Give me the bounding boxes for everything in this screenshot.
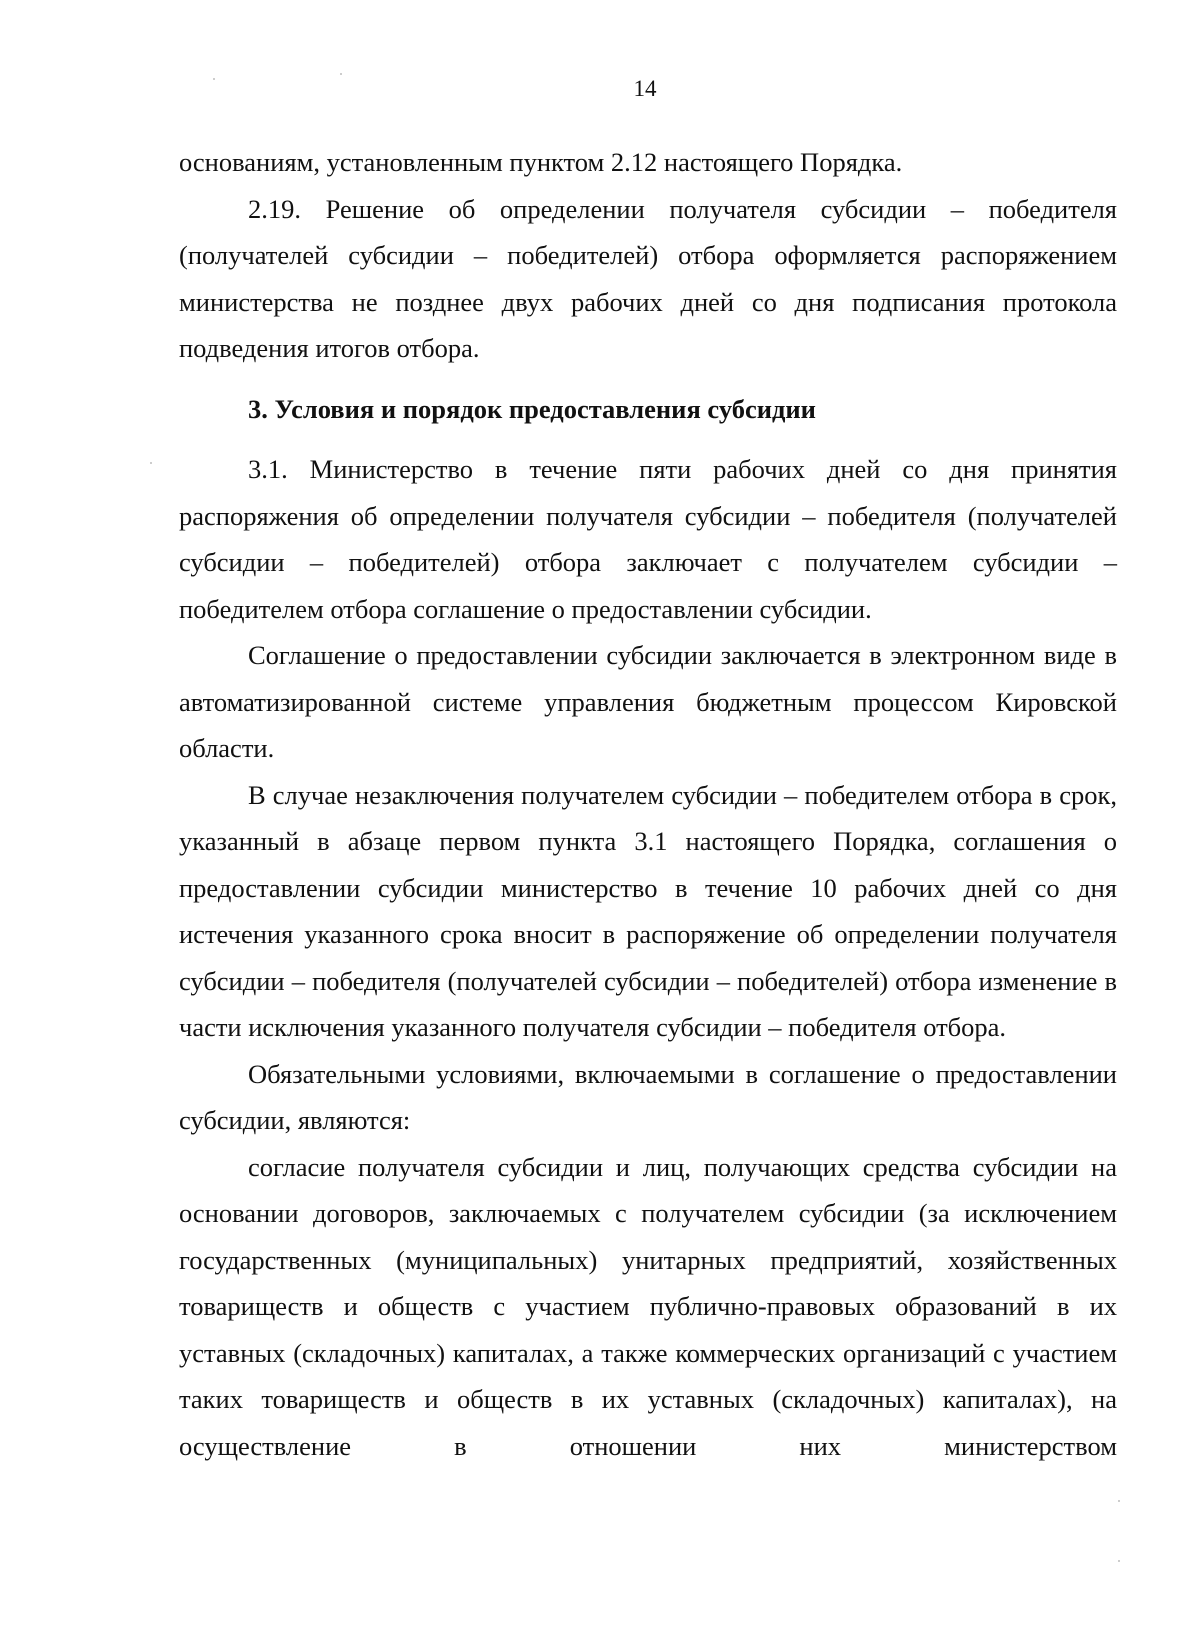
- scan-artifact: [340, 73, 342, 75]
- paragraph-non-conclusion: В случае незаключения получателем субсидии – победителем отбора в срок, указанный в абзаце первом пункта 3.1 настоящего Порядка, соглашения о предоставлении субсидии министерство в течение 10 рабочих дней со дня истечения указанного срока вносит в распоряжение об определении получателя субсидии – победителя (получателей субсидии – победителей) отбора изменение в части исключения указанного получателя субсидии – победителя отбора.: [179, 779, 1117, 1042]
- paragraph-continuation: основаниям, установленным пунктом 2.12 настоящего Порядка.: [179, 147, 903, 177]
- page-number: 14: [633, 76, 657, 101]
- scan-artifact: [1118, 1500, 1120, 1502]
- paragraph-2-19: 2.19. Решение об определении получателя субсидии – победителя (получателей субсидии – победителей) отбора оформляется распоряжением министерства не позднее двух рабочих дней со дня подписания протокола подведения итогов отбора.: [179, 193, 1117, 363]
- scan-artifact: [1118, 1560, 1120, 1562]
- scan-artifact: [150, 462, 152, 464]
- document-body: [179, 139, 1117, 1469]
- section-heading: 3. Условия и порядок предоставления субсидии: [248, 393, 816, 424]
- paragraph-consent: согласие получателя субсидии и лиц, получающих средства субсидии на основании договоров, заключаемых с получателем субсидии (за исключением государственных (муниципальных) унитарных предприятий, хозяйственных товариществ и обществ с участием публично-правовых образований в их уставных (складочных) капиталах, а также коммерческих организаций с участием таких товариществ и обществ в их уставных (складочных) капиталах), на осуществление в отношении них министерством: [179, 1151, 1117, 1461]
- paragraph-3-1: 3.1. Министерство в течение пяти рабочих дней со дня принятия распоряжения об определении получателя субсидии – победителя (получателей субсидии – победителей) отбора заключает с получателем субсидии – победителем отбора соглашение о предоставлении субсидии.: [179, 454, 1117, 624]
- scan-artifact: [213, 78, 215, 80]
- paragraph-mandatory-conditions: Обязательными условиями, включаемыми в соглашение о предоставлении субсидии, являются:: [179, 1058, 1117, 1135]
- paragraph-electronic-agreement: Соглашение о предоставлении субсидии заключается в электронном виде в автоматизированной системе управления бюджетным процессом Кировской области.: [179, 640, 1117, 763]
